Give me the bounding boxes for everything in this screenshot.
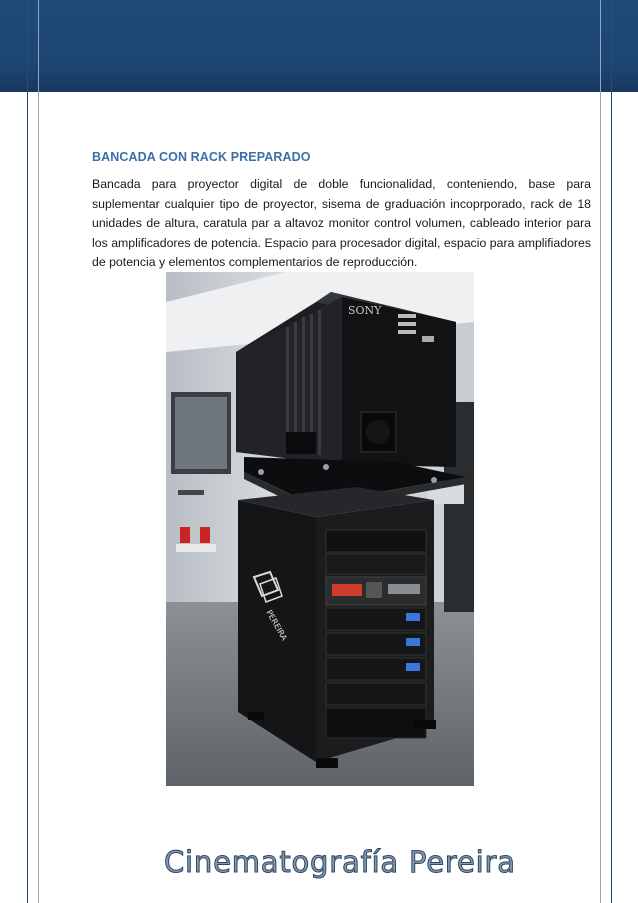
company-logo [160, 842, 540, 882]
header-band [0, 0, 638, 92]
projector-rack-illustration [166, 272, 474, 786]
cabinet-brand-label: PEREIRA [264, 608, 289, 643]
right-margin-line [611, 0, 612, 903]
section-heading: BANCADA CON RACK PREPARADO [92, 150, 311, 164]
company-logo-text: Cinematografía Pereira [164, 845, 516, 879]
left-margin-line [27, 0, 28, 903]
product-photo [166, 272, 474, 786]
projector-brand-label: SONY [348, 304, 382, 317]
right-inner-margin-line [600, 0, 601, 903]
section-paragraph: Bancada para proyector digital de doble funcionalidad, conteniendo, base para suplementar cualquier tipo de proyector, sisema de graduación incoprporado, rack de 18 unidades de altura, caratula par a altavoz monitor control volumen, cableado interior para los amplificadores de potencia. Espacio para procesador digital, espacio para amplifiadores de potencia y elementos complementarios de reproducción. [92, 177, 591, 269]
left-inner-margin-line [38, 0, 39, 903]
